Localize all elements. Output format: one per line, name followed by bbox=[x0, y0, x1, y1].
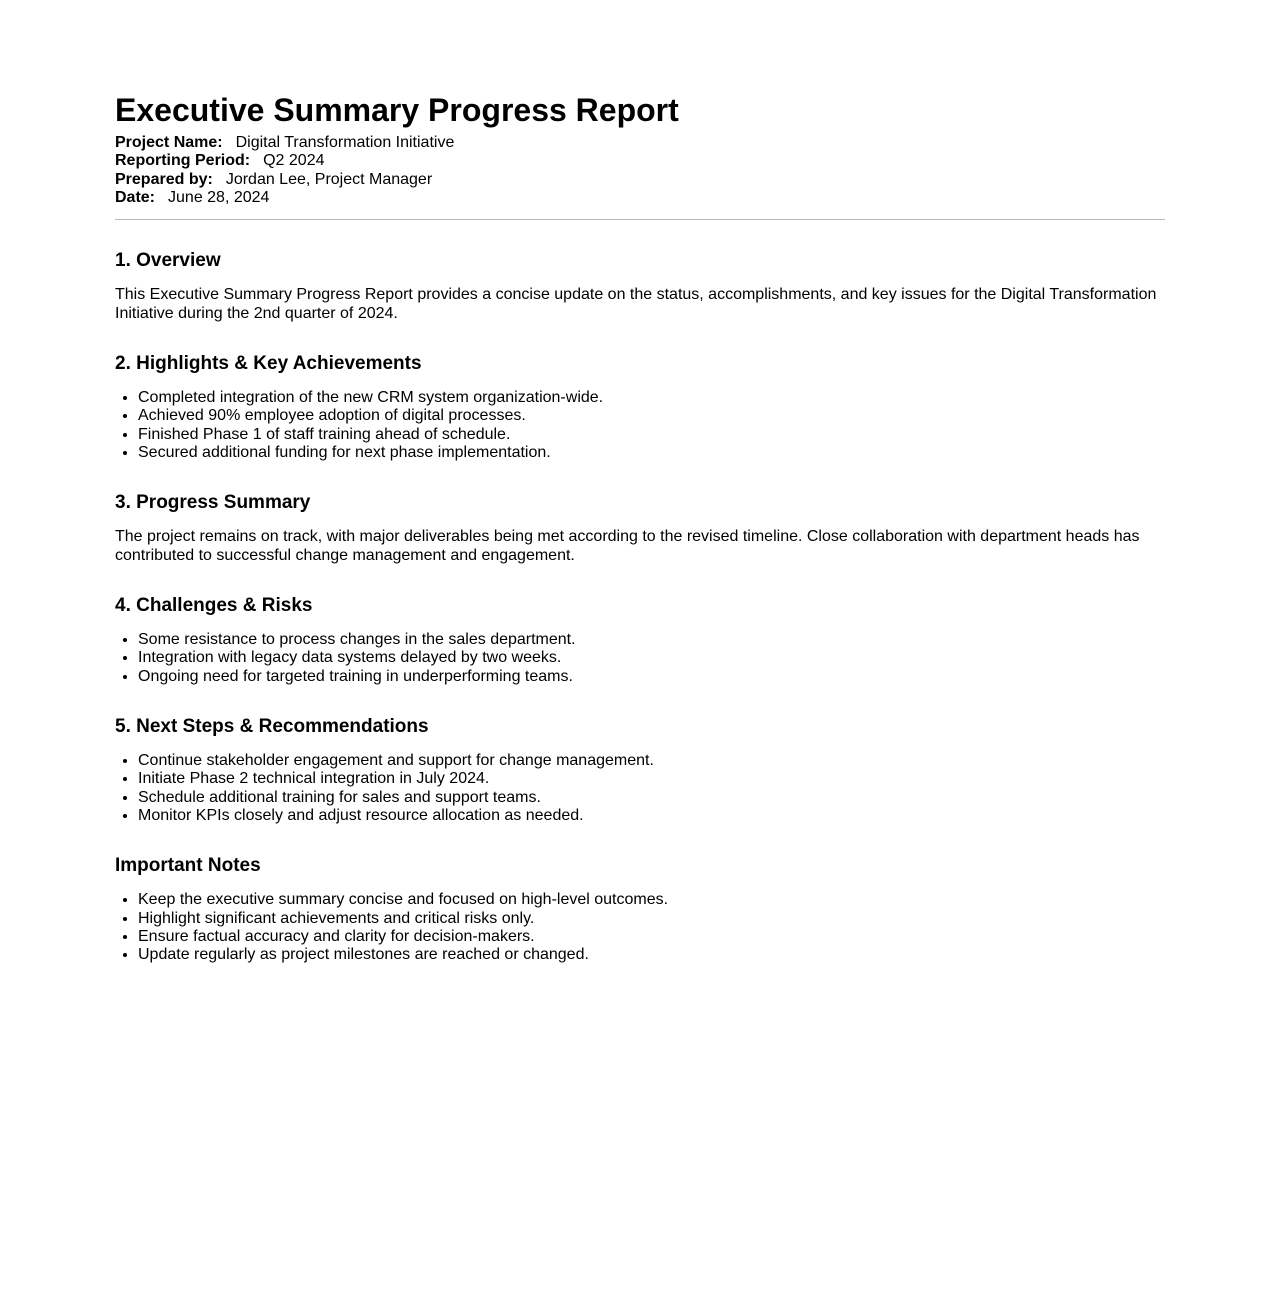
section-highlights bbox=[115, 353, 1165, 462]
section-heading: 4. Challenges & Risks bbox=[115, 595, 313, 617]
section-paragraph: The project remains on track, with major deliverables being met according to the revised timeline. Close collaboration with department heads has contributed to successful change management and engagement. bbox=[115, 528, 1140, 564]
list-item: • Integration with legacy data systems delayed by two weeks. bbox=[138, 649, 1165, 667]
list-item: • Monitor KPIs closely and adjust resource allocation as needed. bbox=[138, 807, 1165, 825]
section-heading: 2. Highlights & Key Achievements bbox=[115, 352, 422, 374]
bullet-list bbox=[115, 389, 1165, 463]
meta-line-date bbox=[115, 189, 1165, 207]
list-item: • Continue stakeholder engagement and support for change management. bbox=[138, 752, 1165, 770]
section-challenges-risks bbox=[115, 595, 1165, 686]
section-paragraph: This Executive Summary Progress Report provides a concise update on the status, accomplishments, and key issues for the Digital Transformation Initiative during the 2nd quarter of 2024. bbox=[115, 286, 1157, 322]
page-title: Executive Summary Progress Report bbox=[115, 92, 679, 128]
section-progress-summary bbox=[115, 492, 1165, 565]
meta-label: Reporting Period: bbox=[115, 152, 251, 170]
meta-line-project-name bbox=[115, 134, 1165, 152]
section-heading: Important Notes bbox=[115, 855, 261, 877]
meta-value: Digital Transformation Initiative bbox=[235, 133, 455, 151]
list-item: • Highlight significant achievements and critical risks only. bbox=[138, 910, 1165, 928]
meta-value: Jordan Lee, Project Manager bbox=[225, 170, 433, 188]
meta-line-reporting-period bbox=[115, 152, 1165, 170]
meta-label: Date: bbox=[115, 188, 156, 206]
list-item: • Finished Phase 1 of staff training ahead of schedule. bbox=[138, 426, 1165, 444]
list-item: • Ongoing need for targeted training in underperforming teams. bbox=[138, 668, 1165, 686]
bullet-list bbox=[115, 891, 1165, 965]
section-heading: 3. Progress Summary bbox=[115, 492, 311, 514]
meta-label: Project Name: bbox=[115, 133, 223, 151]
list-item: • Initiate Phase 2 technical integration in July 2024. bbox=[138, 770, 1165, 788]
meta-label: Prepared by: bbox=[115, 170, 213, 188]
list-item: • Ensure factual accuracy and clarity for decision-makers. bbox=[138, 928, 1165, 946]
list-item: • Completed integration of the new CRM system organization-wide. bbox=[138, 389, 1165, 407]
meta-line-prepared-by bbox=[115, 171, 1165, 189]
header-divider bbox=[115, 219, 1165, 220]
section-heading: 1. Overview bbox=[115, 250, 221, 272]
section-overview bbox=[115, 250, 1165, 323]
meta-value: June 28, 2024 bbox=[168, 188, 270, 206]
section-next-steps bbox=[115, 716, 1165, 825]
section-important-notes bbox=[115, 855, 1165, 964]
list-item: • Update regularly as project milestones are reached or changed. bbox=[138, 946, 1165, 964]
report-meta bbox=[115, 134, 1165, 208]
bullet-list bbox=[115, 752, 1165, 826]
list-item: • Keep the executive summary concise and focused on high-level outcomes. bbox=[138, 891, 1165, 909]
section-heading: 5. Next Steps & Recommendations bbox=[115, 716, 429, 738]
list-item: • Some resistance to process changes in the sales department. bbox=[138, 631, 1165, 649]
list-item: • Achieved 90% employee adoption of digital processes. bbox=[138, 407, 1165, 425]
list-item: • Schedule additional training for sales and support teams. bbox=[138, 789, 1165, 807]
bullet-list bbox=[115, 631, 1165, 686]
meta-value: Q2 2024 bbox=[263, 152, 325, 170]
list-item: • Secured additional funding for next phase implementation. bbox=[138, 444, 1165, 462]
